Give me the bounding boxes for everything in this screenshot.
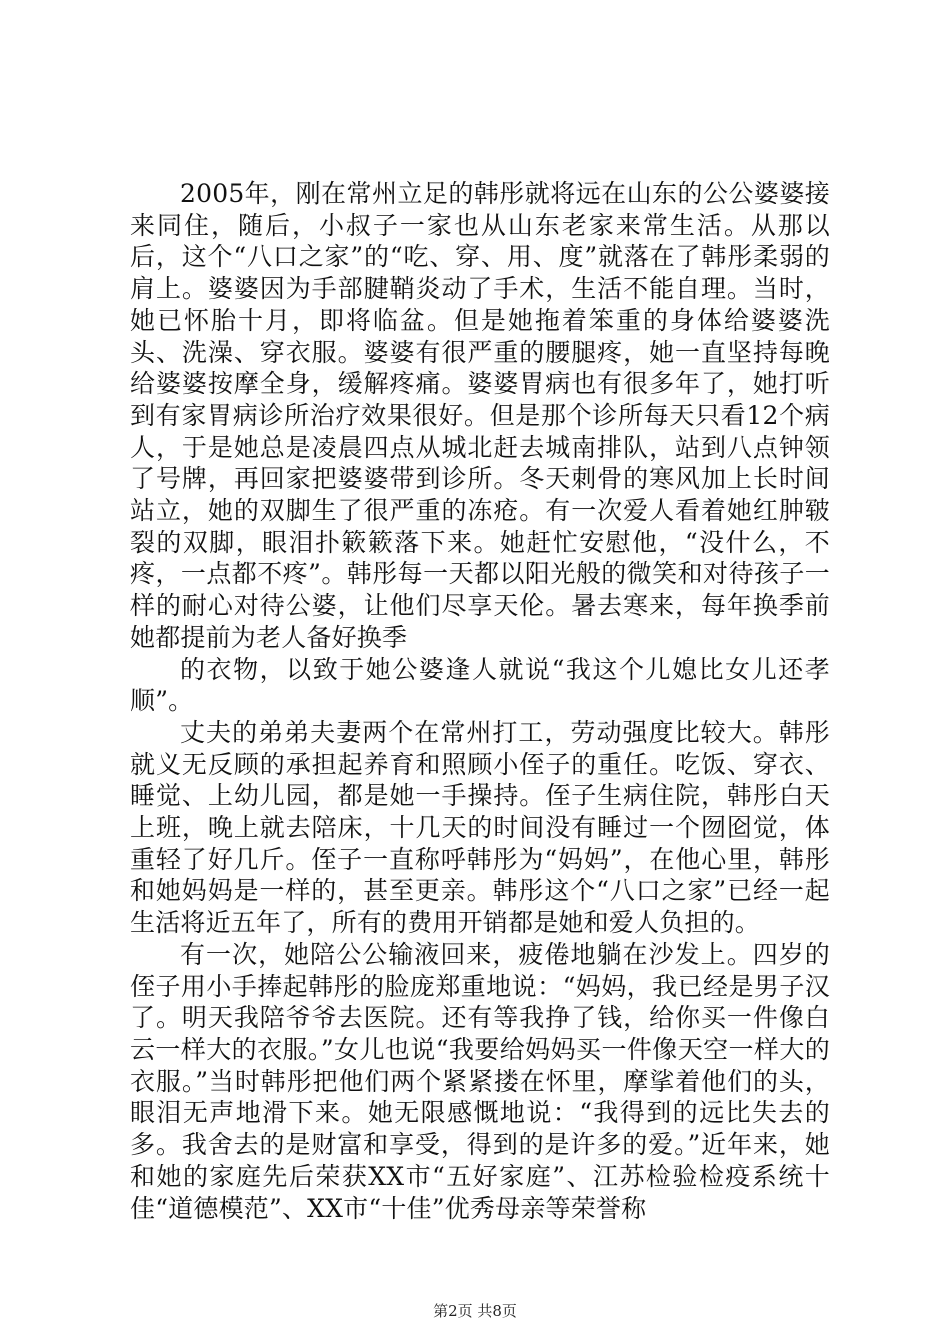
paragraph-family-honors: 有一次，她陪公公输液回来，疲倦地躺在沙发上。四岁的侄子用小手捧起韩彤的脸庞郑重地说：“妈妈，我已经是男子汉了。明天我陪爷爷去医院。还有等我挣了钱，给你买一件像白云一样大的衣服。”女儿也说“我要给妈妈买一件像天空一样大的衣服。”当时韩彤把他们两个紧紧搂在怀里，摩挲着他们的头，眼泪无声地滑下来。她无限感慨地说：“我得到的远比失去的多。我舍去的是财富和享受，得到的是许多的爱。”近年来，她和她的家庭先后荣获XX市“五好家庭”、江苏检验检疫系统十佳“道德模范”、XX市“十佳”优秀母亲等荣誉称 — [130, 939, 830, 1223]
page-number-footer: 第2页 共8页 — [433, 1302, 517, 1320]
paragraph-care-for-parents-in-law: 2005年，刚在常州立足的韩彤就将远在山东的公公婆婆接来同住，随后，小叔子一家也从山东老家来常生活。从那以后，这个“八口之家”的“吃、穿、用、度”就落在了韩彤柔弱的肩上。婆婆因为手部腱鞘炎动了手术，生活不能自理。当时，她已怀胎十月，即将临盆。但是她拖着笨重的身体给婆婆洗头、洗澡、穿衣服。婆婆有很严重的腰腿疼，她一直坚持每晚给婆婆按摩全身，缓解疼痛。婆婆胃病也有很多年了，她打听到有家胃病诊所治疗效果很好。但是那个诊所每天只看12个病人，于是她总是凌晨四点从城北赶去城南排队，站到八点钟领了号牌，再回家把婆婆带到诊所。冬天刺骨的寒风加上长时间站立，她的双脚生了很严重的冻疮。有一次爱人看着她红肿皲裂的双脚，眼泪扑簌簌落下来。她赶忙安慰他，“没什么，不疼，一点都不疼”。韩彤每一天都以阳光般的微笑和对待孩子一样的耐心对待公婆，让他们尽享天伦。暑去寒来，每年换季前她都提前为老人备好换季 — [130, 179, 830, 652]
paragraph-care-for-nephew: 丈夫的弟弟夫妻两个在常州打工，劳动强度比较大。韩彤就义无反顾的承担起养育和照顾小侄子的重任。吃饭、穿衣、睡觉、上幼儿园，都是她一手操持。侄子生病住院，韩彤白天上班，晚上就去陪床，十几天的时间没有睡过一个囫囵觉，体重轻了好几斤。侄子一直称呼韩彤为“妈妈”，在他心里，韩彤和她妈妈是一样的，甚至更亲。韩彤这个“八口之家”已经一起生活将近五年了，所有的费用开销都是她和爱人负担的。 — [130, 717, 830, 938]
document-body — [130, 178, 830, 1224]
paragraph-continuation: 的衣物，以致于她公婆逢人就说“我这个儿媳比女儿还孝顺”。 — [130, 654, 830, 716]
